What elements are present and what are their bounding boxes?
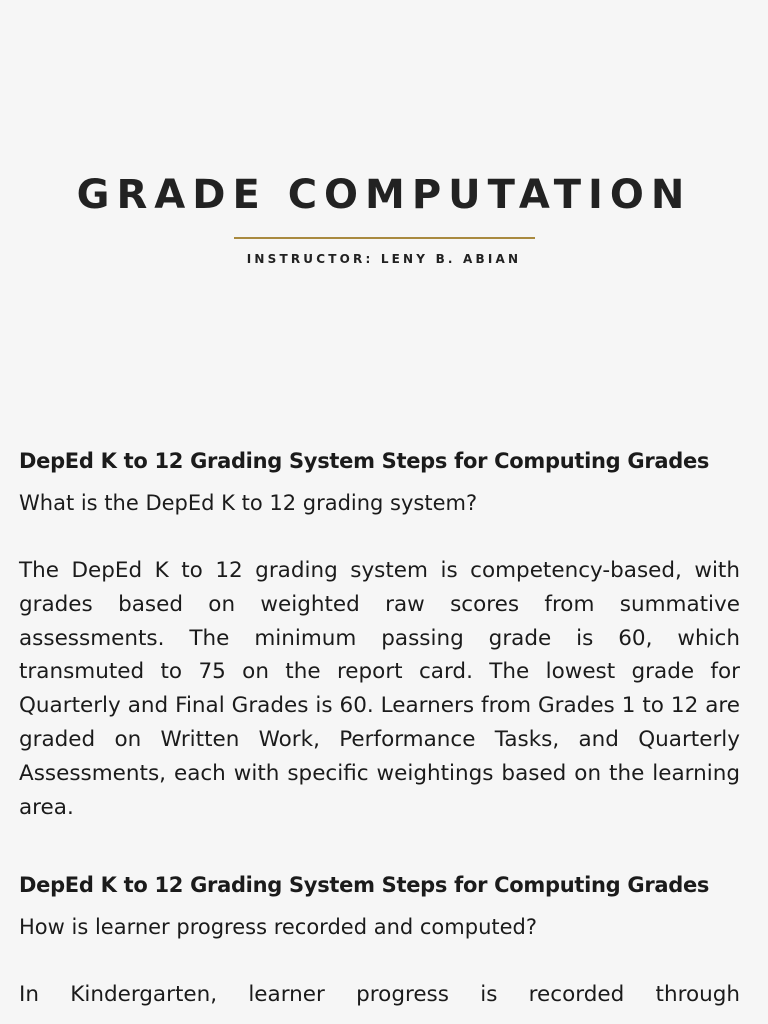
title-divider [234, 237, 535, 239]
document-content [19, 444, 740, 1012]
instructor-line: INSTRUCTOR: LENY B. ABIAN [246, 252, 522, 266]
section-question: How is learner progress recorded and computed? [19, 915, 538, 940]
section-heading: DepEd K to 12 Grading System Steps for Computing Grades [19, 873, 710, 898]
section-body: In Kindergarten, learner progress is recorded through [19, 982, 740, 1008]
section-body: The DepEd K to 12 grading system is competency-based, with grades based on weighted raw scores from summative assessments. The minimum passing grade is 60, which transmuted to 75 on the report card. The lowest grade for Quarterly and Final Grades is 60. Learners from Grades 1 to 12 are graded on Written Work, Performance Tasks, and Quarterly Assessments, each with specific weightings based on the learning area. [19, 558, 740, 820]
section-learner-progress [19, 868, 740, 1012]
section-grading-system [19, 444, 740, 824]
section-question: What is the DepEd K to 12 grading system? [19, 491, 478, 515]
page-title: GRADE COMPUTATION [76, 172, 692, 218]
section-heading: DepEd K to 12 Grading System Steps for Computing Grades [19, 449, 710, 473]
